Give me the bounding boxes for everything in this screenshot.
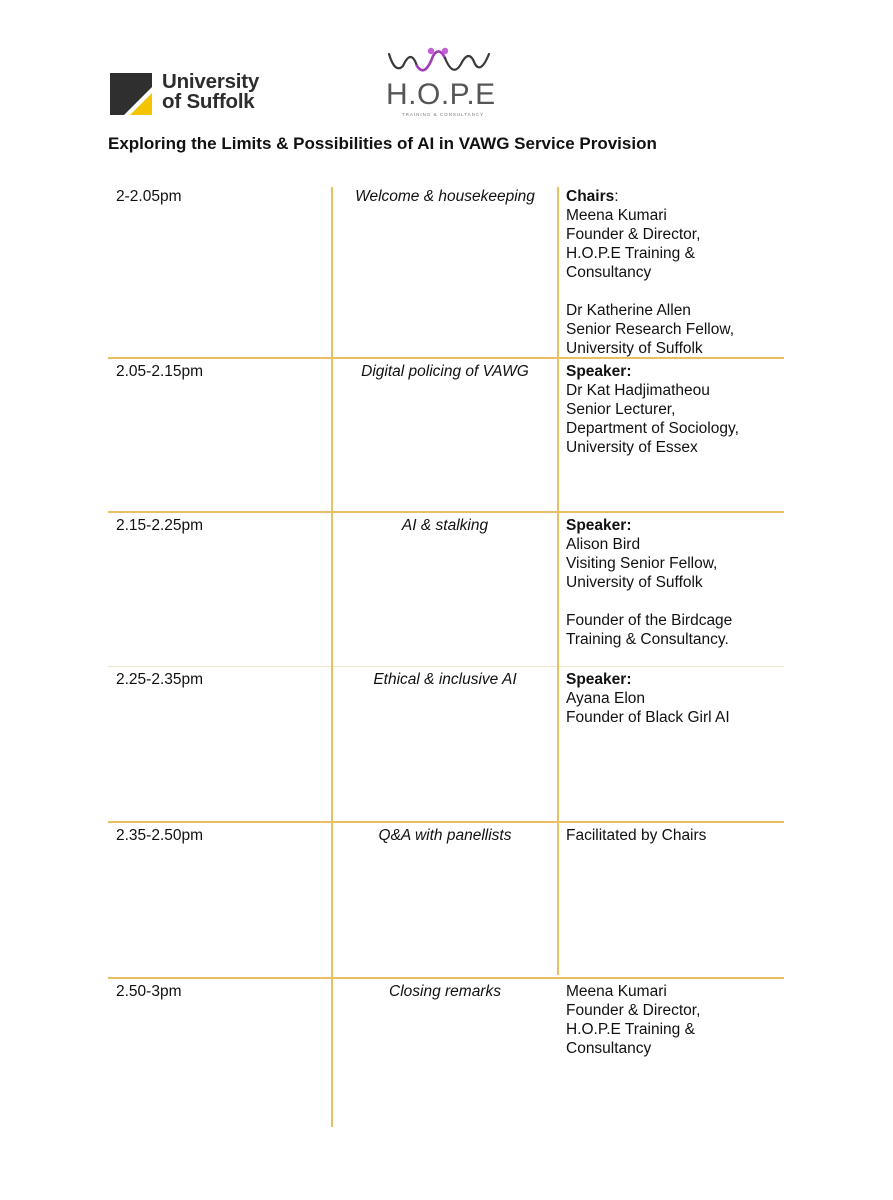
session-topic: Digital policing of VAWG	[361, 363, 529, 380]
schedule-row	[108, 187, 784, 359]
person-role: H.O.P.E Training &	[566, 245, 695, 262]
person-name: Ayana Elon	[566, 690, 645, 707]
person-affiliation: University of Suffolk	[566, 574, 703, 591]
hope-logo-tagline: TRAINING & CONSULTANCY	[401, 112, 485, 117]
university-of-suffolk-logo	[110, 70, 280, 117]
university-logo-mark-icon	[110, 73, 152, 115]
person-affiliation: University of Essex	[566, 439, 698, 456]
person-role: Founder of the Birdcage	[566, 612, 733, 629]
hope-logo-name: H.O.P.E	[386, 78, 496, 111]
session-people	[566, 670, 781, 727]
person-role: Training & Consultancy.	[566, 631, 729, 648]
speaker-label: Speaker:	[566, 363, 632, 380]
column-divider	[557, 187, 559, 975]
schedule-row	[108, 667, 784, 823]
session-people: Facilitated by Chairs	[566, 827, 707, 844]
person-role: Senior Lecturer,	[566, 401, 676, 418]
session-time: 2.35-2.50pm	[116, 827, 204, 844]
person-role: Visiting Senior Fellow,	[566, 555, 718, 572]
hope-waves-icon	[383, 44, 495, 78]
person-role: Consultancy	[566, 264, 652, 281]
session-time: 2.25-2.35pm	[116, 671, 204, 688]
university-logo-line1: University	[162, 70, 260, 93]
session-people	[566, 982, 781, 1058]
person-name: Dr Kat Hadjimatheou	[566, 382, 710, 399]
schedule-row	[108, 359, 784, 513]
speaker-label: Speaker:	[566, 517, 632, 534]
person-role: Founder & Director,	[566, 1002, 701, 1019]
session-time: 2.05-2.15pm	[116, 363, 204, 380]
session-time: 2-2.05pm	[116, 188, 182, 205]
schedule-row	[108, 823, 784, 979]
schedule-row	[108, 979, 784, 1131]
session-topic: AI & stalking	[401, 517, 489, 534]
person-name: Dr Katherine Allen	[566, 302, 691, 319]
session-time: 2.15-2.25pm	[116, 517, 204, 534]
chairs-label: Chairs:	[566, 188, 619, 205]
page-title: Exploring the Limits & Possibilities of AI in VAWG Service Provision	[108, 134, 657, 153]
schedule-row	[108, 513, 784, 667]
person-role: Department of Sociology,	[566, 420, 739, 437]
schedule-table	[108, 187, 784, 1131]
session-topic: Ethical & inclusive AI	[373, 671, 517, 688]
session-people	[566, 516, 781, 649]
person-role: Founder of Black Girl AI	[566, 709, 730, 726]
hope-logo	[383, 44, 495, 124]
column-divider	[331, 187, 333, 1127]
session-topic: Closing remarks	[389, 983, 501, 1000]
session-people	[566, 362, 781, 457]
person-role: H.O.P.E Training &	[566, 1021, 695, 1038]
session-topic: Welcome & housekeeping	[355, 188, 535, 205]
session-topic: Q&A with panellists	[378, 827, 512, 844]
university-logo-line2: of Suffolk	[162, 90, 255, 113]
person-role: Consultancy	[566, 1040, 652, 1057]
person-role: Senior Research Fellow,	[566, 321, 734, 338]
speaker-label: Speaker:	[566, 671, 632, 688]
person-name: Alison Bird	[566, 536, 641, 553]
person-role: Founder & Director,	[566, 226, 701, 243]
person-name: Meena Kumari	[566, 983, 667, 1000]
university-logo-text	[162, 72, 259, 112]
person-name: Meena Kumari	[566, 207, 667, 224]
person-affiliation: University of Suffolk	[566, 340, 703, 357]
session-people	[566, 187, 781, 358]
session-time: 2.50-3pm	[116, 983, 182, 1000]
